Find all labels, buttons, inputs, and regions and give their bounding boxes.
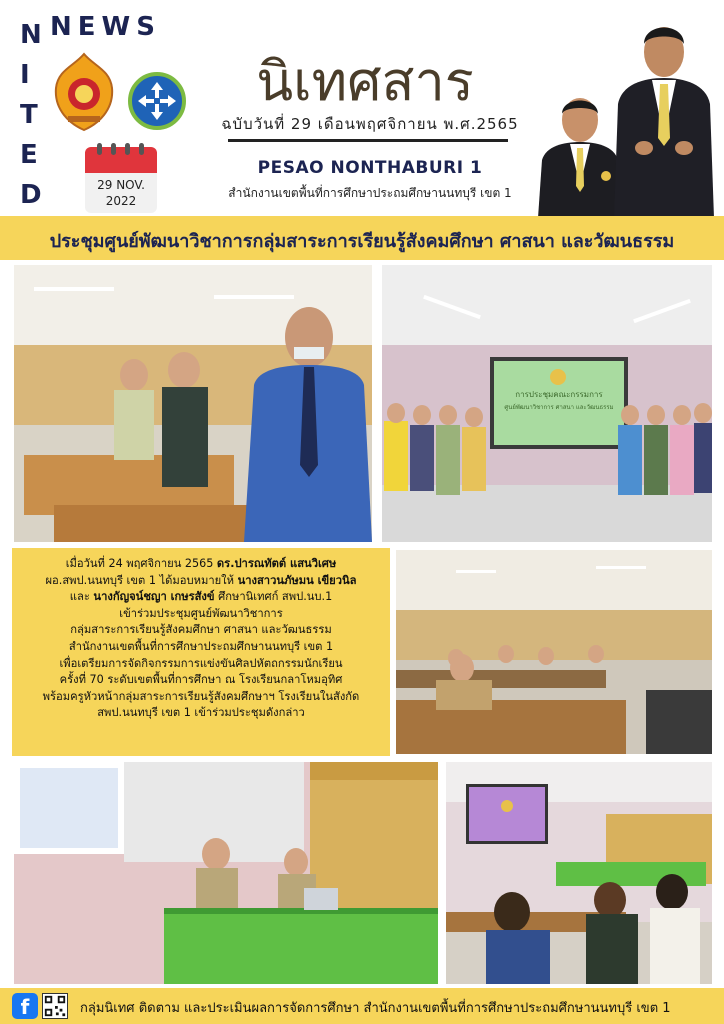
slide-subtitle: ศูนย์พัฒนาวิชาการ ศาสนา และวัฒนธรรม xyxy=(504,404,614,411)
photo-group-presentation xyxy=(380,263,714,544)
headline-text: ประชุมศูนย์พัฒนาวิชาการกลุ่มสาระการเรียนรู้สังคมศึกษา ศาสนา และวัฒนธรรม xyxy=(49,231,675,252)
calendar-icon xyxy=(85,143,157,213)
vertical-letter: E xyxy=(20,140,38,170)
body-line: เข้าร่วมประชุมศูนย์พัฒนาวิชาการ xyxy=(119,606,283,620)
headline-banner xyxy=(0,216,724,260)
body-line: ครั้งที่ 70 ระดับเขตพื้นที่การศึกษา ณ โรงเรียนกลาโหมอุทิศ xyxy=(59,673,343,687)
body-line: สำนักงานเขตพื้นที่การศึกษาประถมศึกษานนทบุรี เขต 1 xyxy=(68,639,334,653)
photo-presentation-audience xyxy=(444,760,714,986)
vertical-letter: T xyxy=(20,100,38,130)
org-thai-name: สำนักงานเขตพื้นที่การศึกษาประถมศึกษานนทบุรี เขต 1 xyxy=(228,186,512,200)
body-line: เพื่อเตรียมการจัดกิจกรรมการแข่งขันศิลปหัตถกรรมนักเรียน xyxy=(59,656,343,670)
pesao-logo xyxy=(128,72,186,130)
footer-text: กลุ่มนิเทศ ติดตาม และประเมินผลการจัดการศึกษา สำนักงานเขตพื้นที่การศึกษาประถมศึกษานนทบุรี เขต 1 xyxy=(80,1001,671,1016)
vertical-letter: D xyxy=(20,180,42,210)
footer-bar xyxy=(0,988,724,1024)
photo-head-table xyxy=(12,760,440,986)
newsletter-title: นิเทศสาร xyxy=(256,50,474,113)
qr-code-icon xyxy=(42,993,68,1019)
director-portrait xyxy=(608,14,720,218)
calendar-date: 29 NOV. xyxy=(97,178,145,192)
body-line: และ นางกัญจน์ชญา เกษรสังข์ ศึกษานิเทศก์ สพป.นบ.1 xyxy=(69,590,333,604)
body-line: ผอ.สพป.นนทบุรี เขต 1 ได้มอบหมายให้ นางสาวนภัษมน เขียวนิล xyxy=(45,573,357,587)
article-body xyxy=(12,548,390,756)
title-divider xyxy=(228,139,508,142)
org-english-name: PESAO NONTHABURI 1 xyxy=(257,158,483,178)
calendar-year: 2022 xyxy=(105,194,137,208)
photo-meeting-greeting xyxy=(12,263,374,544)
arrows-icon xyxy=(132,76,182,126)
issue-date: ฉบับวันที่ 29 เดือนพฤศจิกายน พ.ศ.2565 xyxy=(221,115,519,133)
vertical-letter: I xyxy=(20,60,30,90)
slide-title: การประชุมคณะกรรมการ xyxy=(515,390,603,399)
photo-meeting-room xyxy=(394,548,714,756)
facebook-icon[interactable]: f xyxy=(12,993,38,1019)
body-line: พร้อมครูหัวหน้ากลุ่มสาระการเรียนรู้สังคมศึกษาฯ โรงเรียนในสังกัด xyxy=(42,689,360,703)
body-line: กลุ่มสาระการเรียนรู้สังคมศึกษา ศาสนา และวัฒนธรรม xyxy=(70,623,332,637)
news-label: NEWS xyxy=(50,12,161,42)
body-line: เมื่อวันที่ 24 พฤศจิกายน 2565 ดร.ปารณทัตต์ แสนวิเศษ xyxy=(65,557,337,570)
body-line: สพป.นนทบุรี เขต 1 เข้าร่วมประชุมดังกล่าว xyxy=(97,706,305,720)
obec-emblem-logo xyxy=(50,52,118,132)
vertical-letter: N xyxy=(20,20,42,50)
